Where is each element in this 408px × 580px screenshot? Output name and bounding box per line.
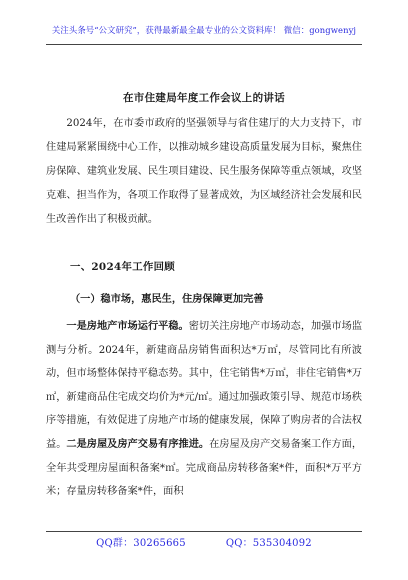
intro-paragraph: 2024年，在市委市政府的坚强领导与省住建厅的大力支持下，市住建局紧紧围绕中心工作，以推动城乡建设高质量发展为目标，聚焦住房保障、建筑业发展、民生项目建设、民生服务保障等重点领域，攻坚克难、担当作为，各项工作取得了显著成效，为区域经济社会发展和民生改善作出了积极贡献。	[46, 118, 362, 225]
header-divider	[46, 44, 362, 45]
point-two-text: 在房屋及房产交易备案工作方面，全年共受理房屋面积备案*㎡。完成商品房转移备案*件，面积*万平方米；存量房转移备案*件，面积	[46, 438, 363, 498]
document-title: 在市住建局年度工作会议上的讲话	[123, 92, 285, 104]
header-note: 关注头条号“公文研究”，获得最新最全最专业的公文资料库！ 微信：gongwenyj	[51, 25, 357, 35]
point-two-lead: 二是房屋及房产交易有序推进。	[66, 437, 210, 450]
qq-group-number: QQ群：30265665	[96, 538, 186, 549]
footer-contacts	[0, 534, 408, 549]
body-paragraph	[46, 315, 362, 504]
subsection-heading: （一）稳市场，惠民生，住房保障更加完善	[70, 293, 264, 305]
point-one-lead: 一是房地产市场运行平稳。	[66, 320, 189, 332]
point-one-text: 密切关注房地产市场动态，加强市场监测与分析。2024年，新建商品房销售面积达*万㎡，尽管同比有所波动，但市场整体保持平稳态势。其中，住宅销售*万㎡，非住宅销售*万㎡，新建商品住宅成交均价为*元/㎡。通过加强政策引导、规范市场秩序等措施，有效促进了房地产市场的健康发展，保障了购房者的合法权益。	[46, 321, 363, 450]
qq-number: QQ：535304092	[225, 538, 312, 549]
footer-divider	[46, 531, 362, 532]
section-heading: 一、2024年工作回顾	[70, 261, 175, 273]
